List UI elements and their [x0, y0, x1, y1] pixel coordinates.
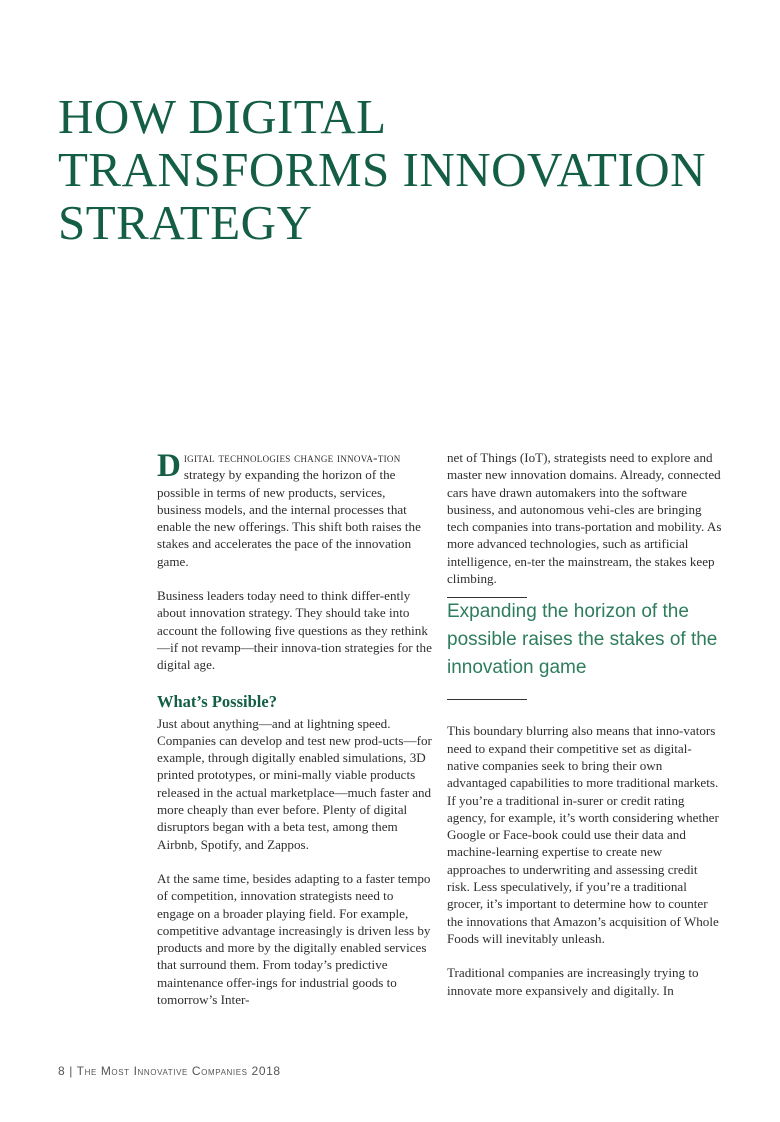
title-line-2: TRANSFORMS INNOVATION [58, 142, 707, 197]
body-paragraph: This boundary blurring also means that inno-vators need to expand their competitive set as digital-native companies seek to bring their own advantaged capabilities to more traditional markets. If you’re a traditional in-surer or credit rating agency, for example, it’s worth considering whether Google or Face-book could use their data and machine-learning expertise to create new approaches to underwriting and assessing credit risk. Less speculatively, if you’re a traditional grocer, it’s important to determine how to counter the innovations that Amazon’s acquisition of Whole Foods will inevitably unleash. [447, 723, 719, 946]
left-column [157, 449, 432, 1025]
section-heading: What’s Possible? [157, 691, 277, 711]
pull-quote: Expanding the horizon of the possible raises the stakes of the innovation game [447, 601, 718, 679]
body-paragraph: net of Things (IoT), strategists need to explore and master new innovation domains. Already, connected cars have drawn automakers into the software business, and autonomous vehi-cles are bringing tech companies into trans-portation and mobility. As more advanced technologies, such as artificial intelligence, en-ter the mainstream, the stakes keep climbing. [447, 450, 722, 587]
title-line-1: HOW DIGITAL [58, 89, 387, 144]
body-paragraph: Traditional companies are increasingly trying to innovate more expansively and digitally. In [447, 965, 699, 998]
body-paragraph: Just about anything—and at lightning speed. Companies can develop and test new prod-ucts—for example, through digitally enabled simulations, 3D printed prototypes, or mini-mally viable products released in the actual marketplace—much faster and more cheaply than ever before. Plenty of digital disruptors began with a beta test, among them Airbnb, Spotify, and Zappos. [157, 715, 432, 852]
body-paragraph: Business leaders today need to think differ-ently about innovation strategy. They should take into account the following five questions as they rethink—if not revamp—their innova-tion strategies for the digital age. [157, 588, 432, 673]
right-column [447, 449, 722, 1016]
page-footer: 8 | The Most Innovative Companies 2018 [58, 1064, 281, 1078]
drop-cap: D [157, 448, 181, 484]
title-line-3: STRATEGY [58, 195, 313, 250]
intro-paragraph-text: strategy by expanding the horizon of the possible in terms of new products, services, business models, and the internal processes that enable the new offerings. This shift both raises the stakes and accelerates the pace of the innovation game. [157, 467, 421, 569]
body-paragraph: At the same time, besides adapting to a faster tempo of competition, innovation strategists need to engage on a broader playing field. For example, competitive advantage increasingly is driven less by products and more by the digitally enabled services that surround them. From today’s predictive maintenance offer-ings for industrial goods to tomorrow’s Inter- [157, 870, 431, 1008]
page-title [58, 90, 758, 249]
pullquote-rule-bottom [447, 699, 527, 700]
lead-in-caps: igital technologies change innova-tion [183, 450, 401, 465]
intro-paragraph [157, 449, 432, 570]
